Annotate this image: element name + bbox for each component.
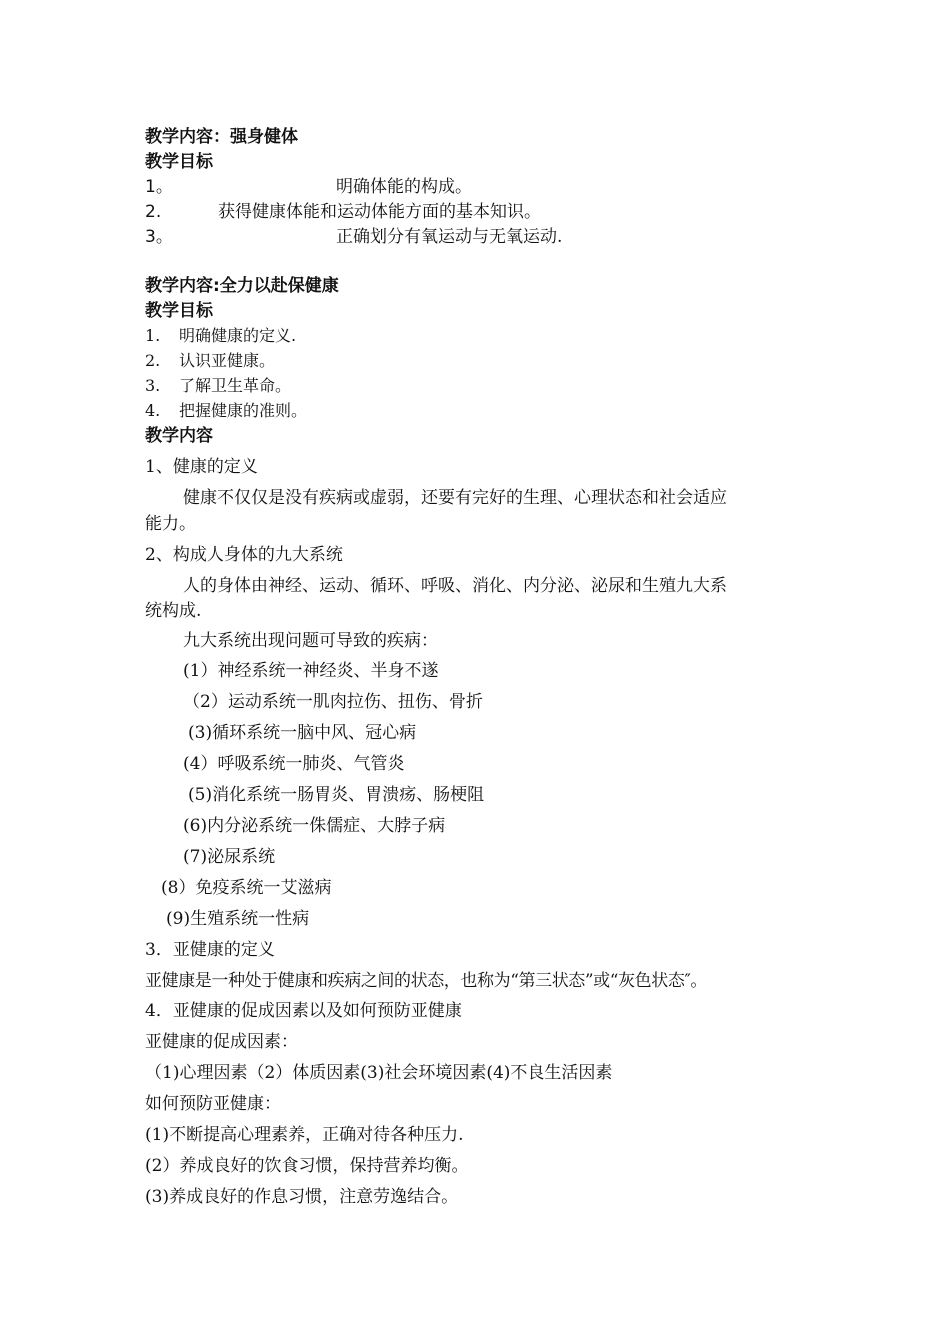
goal-text: 把握健康的准则。 (179, 401, 308, 420)
content-line: （2）运动系统一肌肉拉伤、扭伤、骨折 (183, 692, 483, 712)
goal-number: 2. (145, 351, 161, 370)
content-line: 1、健康的定义 (145, 457, 258, 477)
content-line: (3)养成良好的作息习惯，注意劳逸结合。 (145, 1187, 459, 1207)
section2-goal-4 (145, 400, 307, 422)
goal-number: 1。 (145, 177, 173, 197)
goal-text: 获得健康体能和运动体能方面的基本知识。 (218, 202, 541, 222)
content-line: 健康不仅仅是没有疾病或虚弱，还要有完好的生理、心理状态和社会适应 (183, 488, 727, 508)
content-line: 3．亚健康的定义 (145, 940, 275, 960)
content-line: (4）呼吸系统一肺炎、气管炎 (183, 754, 405, 774)
section2-goal-3 (145, 375, 291, 397)
content-line: (1)不断提高心理素养，正确对待各种压力. (145, 1125, 464, 1145)
section1-goal-1 (145, 176, 173, 198)
content-line: 如何预防亚健康： (145, 1094, 281, 1114)
content-line: (2）养成良好的饮食习惯，保持营养均衡。 (145, 1156, 469, 1176)
content-line: 亚健康是一种处于健康和疾病之间的状态，也称为“第三状态”或“灰色状态″。 (145, 971, 708, 991)
section2-content-heading: 教学内容 (145, 426, 213, 446)
section2-goal-2 (145, 350, 275, 372)
content-line: 九大系统出现问题可导致的疾病： (183, 631, 438, 651)
goal-text: 了解卫生革命。 (179, 376, 292, 395)
content-line: （1)心理因素（2）体质因素(3)社会环境因素(4)不良生活因素 (145, 1063, 613, 1083)
goal-text: 明确健康的定义. (179, 326, 297, 345)
goal-text: 正确划分有氧运动与无氧运动. (336, 227, 563, 247)
goal-text: 明确体能的构成。 (336, 177, 472, 197)
content-line: (9)生殖系统一性病 (166, 909, 310, 929)
section2-title: 教学内容:全力以赴保健康 (145, 276, 339, 296)
content-line: (5)消化系统一肠胃炎、胃溃疡、肠梗阻 (188, 785, 485, 805)
content-line: 亚健康的促成因素： (145, 1032, 298, 1052)
goal-number: 1. (145, 326, 161, 345)
content-line: 人的身体由神经、运动、循环、呼吸、消化、内分泌、泌尿和生殖九大系 (183, 576, 727, 596)
section1-goals-heading: 教学目标 (145, 152, 213, 172)
content-line: 统构成. (145, 601, 202, 621)
goal-number: 2. (145, 202, 162, 222)
content-line: (3)循环系统一脑中风、冠心病 (188, 723, 417, 743)
section2-goals-heading: 教学目标 (145, 301, 213, 321)
content-line: 2、构成人身体的九大系统 (145, 545, 343, 565)
goal-text: 认识亚健康。 (179, 351, 276, 370)
section1-title: 教学内容：强身健体 (145, 127, 298, 147)
content-line: (6)内分泌系统一侏儒症、大脖子病 (183, 816, 446, 836)
section1-goal-2 (145, 201, 161, 223)
goal-number: 4. (145, 401, 161, 420)
section1-goal-3 (145, 226, 173, 248)
content-line: (7)泌尿系统 (183, 847, 276, 867)
content-line: 4．亚健康的促成因素以及如何预防亚健康 (145, 1001, 462, 1021)
goal-number: 3。 (145, 227, 173, 247)
goal-number: 3. (145, 376, 161, 395)
content-line: 能力。 (145, 514, 196, 534)
content-line: (1）神经系统一神经炎、半身不遂 (183, 661, 439, 681)
content-line: (8）免疫系统一艾滋病 (161, 878, 332, 898)
section2-goal-1 (145, 325, 296, 347)
